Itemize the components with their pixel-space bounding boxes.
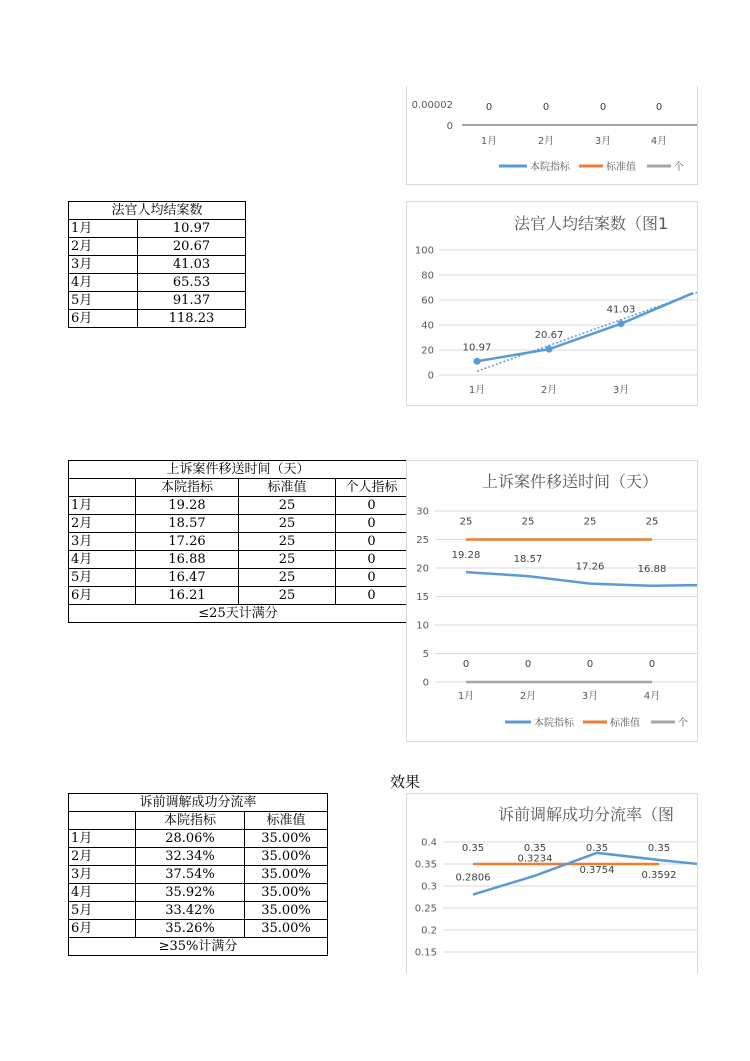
y-tick: 0.2 bbox=[421, 925, 437, 937]
y-tick: 20 bbox=[421, 345, 434, 357]
value-cell: 20.67 bbox=[138, 238, 246, 256]
value-cell: 91.37 bbox=[138, 292, 246, 310]
mediation-rate-chart bbox=[406, 793, 698, 974]
value-cell: 35.92% bbox=[136, 884, 245, 902]
value-cell: 0 bbox=[336, 569, 408, 587]
effect-label: 效果 bbox=[390, 773, 421, 791]
data-point bbox=[546, 346, 553, 353]
month-cell: 6月 bbox=[69, 920, 136, 938]
top-chart bbox=[406, 86, 698, 185]
month-cell: 5月 bbox=[69, 292, 138, 310]
y-tick: 10 bbox=[416, 620, 429, 632]
y-tick: 5 bbox=[422, 649, 429, 660]
table-title: 上诉案件移送时间（天） bbox=[69, 461, 408, 479]
data-label: 17.26 bbox=[575, 561, 605, 573]
month-cell: 5月 bbox=[69, 902, 136, 920]
y-tick: 20 bbox=[416, 563, 429, 575]
empty-header-cell bbox=[69, 812, 136, 830]
top-chart-svg bbox=[407, 86, 697, 184]
table-row bbox=[69, 848, 328, 866]
data-label: 0.35 bbox=[523, 843, 547, 854]
data-label: 0 bbox=[462, 659, 470, 670]
month-cell: 4月 bbox=[69, 884, 136, 902]
value-cell: 25 bbox=[239, 569, 336, 587]
legend-label: 本院指标 bbox=[530, 162, 570, 173]
month-cell: 3月 bbox=[69, 533, 136, 551]
table-row bbox=[69, 274, 246, 292]
value-cell: 28.06% bbox=[136, 830, 245, 848]
month-cell: 3月 bbox=[69, 256, 138, 274]
mediation-rate-chart-svg bbox=[407, 794, 697, 974]
table-row bbox=[69, 920, 328, 938]
data-label: 10.97 bbox=[462, 342, 492, 354]
y-tick: 80 bbox=[421, 270, 434, 282]
y-tick: 60 bbox=[421, 295, 434, 307]
month-cell: 2月 bbox=[69, 238, 138, 256]
month-cell: 1月 bbox=[69, 220, 138, 238]
legend-label: 标准值 bbox=[610, 718, 640, 729]
table-row bbox=[69, 569, 408, 587]
month-cell: 3月 bbox=[69, 866, 136, 884]
value-cell: 41.03 bbox=[138, 256, 246, 274]
value-cell: 37.54% bbox=[136, 866, 245, 884]
appeal-time-chart-svg bbox=[407, 461, 697, 741]
y-tick: 0.00002 bbox=[411, 100, 453, 111]
month-cell: 2月 bbox=[69, 848, 136, 866]
table-row bbox=[69, 292, 246, 310]
y-tick: 0 bbox=[446, 121, 453, 132]
series-line bbox=[477, 293, 693, 361]
y-tick: 0.35 bbox=[414, 859, 437, 871]
value-cell: 35.00% bbox=[245, 866, 328, 884]
data-label: 0 bbox=[524, 659, 532, 670]
value-cell: 32.34% bbox=[136, 848, 245, 866]
data-label: 16.88 bbox=[637, 563, 667, 575]
data-label: 0.3234 bbox=[517, 853, 553, 865]
value-cell: 19.28 bbox=[136, 497, 239, 515]
table-row bbox=[69, 884, 328, 902]
value-cell: 0 bbox=[336, 515, 408, 533]
y-tick: 40 bbox=[421, 320, 434, 332]
table-footer-note: ≥35%计满分 bbox=[69, 938, 328, 956]
table-title: 法官人均结案数 bbox=[69, 202, 246, 220]
legend-label: 本院指标 bbox=[534, 718, 574, 729]
table-row bbox=[69, 238, 246, 256]
y-tick: 25 bbox=[416, 535, 429, 546]
value-cell: 16.88 bbox=[136, 551, 239, 569]
value-cell: 0 bbox=[336, 497, 408, 515]
value-cell: 33.42% bbox=[136, 902, 245, 920]
chart-title: 上诉案件移送时间（天） bbox=[482, 472, 659, 491]
data-label: 0 bbox=[648, 659, 656, 670]
table-row bbox=[69, 256, 246, 274]
month-cell: 1月 bbox=[69, 497, 136, 515]
table-title: 诉前调解成功分流率 bbox=[69, 794, 328, 812]
table-row bbox=[69, 551, 408, 569]
value-cell: 0 bbox=[336, 551, 408, 569]
y-tick: 0.3 bbox=[421, 881, 437, 893]
value-cell: 65.53 bbox=[138, 274, 246, 292]
data-label: 0 bbox=[485, 102, 493, 113]
judge-cases-table bbox=[68, 201, 246, 328]
appeal-time-table bbox=[68, 460, 408, 623]
data-label: 41.03 bbox=[606, 304, 636, 316]
x-tick: 2月 bbox=[540, 385, 558, 396]
column-header: 本院指标 bbox=[136, 479, 239, 497]
value-cell: 118.23 bbox=[138, 310, 246, 328]
table-row bbox=[69, 533, 408, 551]
value-cell: 10.97 bbox=[138, 220, 246, 238]
column-header: 标准值 bbox=[239, 479, 336, 497]
month-cell: 4月 bbox=[69, 551, 136, 569]
data-label: 0 bbox=[599, 102, 607, 113]
value-cell: 35.00% bbox=[245, 884, 328, 902]
table-row bbox=[69, 310, 246, 328]
chart-title: 法官人均结案数（图1 bbox=[514, 214, 669, 233]
table-footer-note: ≤25天计满分 bbox=[69, 605, 408, 623]
value-cell: 35.00% bbox=[245, 830, 328, 848]
column-header: 标准值 bbox=[245, 812, 328, 830]
month-cell: 6月 bbox=[69, 310, 138, 328]
data-point bbox=[618, 320, 625, 327]
x-tick: 1月 bbox=[480, 136, 498, 147]
value-cell: 35.26% bbox=[136, 920, 245, 938]
value-cell: 18.57 bbox=[136, 515, 239, 533]
y-tick: 30 bbox=[416, 506, 429, 518]
month-cell: 1月 bbox=[69, 830, 136, 848]
value-cell: 35.00% bbox=[245, 848, 328, 866]
y-tick: 0 bbox=[422, 677, 429, 689]
value-cell: 25 bbox=[239, 533, 336, 551]
x-tick: 1月 bbox=[468, 385, 486, 396]
x-tick: 3月 bbox=[594, 136, 612, 147]
data-label: 0.3592 bbox=[641, 869, 677, 881]
y-tick: 0 bbox=[427, 370, 434, 382]
data-label: 25 bbox=[521, 516, 535, 528]
x-tick: 3月 bbox=[581, 691, 599, 702]
table-row bbox=[69, 220, 246, 238]
x-tick: 2月 bbox=[519, 691, 537, 702]
data-label: 0.35 bbox=[461, 843, 485, 854]
empty-header-cell bbox=[69, 479, 136, 497]
table-row bbox=[69, 902, 328, 920]
y-tick: 0.25 bbox=[414, 903, 437, 915]
y-tick: 15 bbox=[416, 592, 429, 603]
data-label: 0.35 bbox=[647, 843, 671, 854]
data-label: 0.2806 bbox=[455, 872, 491, 884]
month-cell: 4月 bbox=[69, 274, 138, 292]
table-row bbox=[69, 497, 408, 515]
value-cell: 35.00% bbox=[245, 902, 328, 920]
data-point bbox=[474, 358, 481, 365]
value-cell: 25 bbox=[239, 515, 336, 533]
legend-label: 标准值 bbox=[606, 162, 636, 173]
data-label: 0.3754 bbox=[579, 864, 615, 876]
column-header: 本院指标 bbox=[136, 812, 245, 830]
value-cell: 25 bbox=[239, 587, 336, 605]
data-label: 25 bbox=[459, 516, 473, 528]
table-row bbox=[69, 830, 328, 848]
month-cell: 6月 bbox=[69, 587, 136, 605]
judge-cases-chart bbox=[406, 201, 698, 406]
data-label: 0 bbox=[542, 102, 550, 113]
value-cell: 16.21 bbox=[136, 587, 239, 605]
chart-title: 诉前调解成功分流率（图 bbox=[498, 805, 675, 824]
legend-label: 个 bbox=[678, 718, 688, 729]
value-cell: 0 bbox=[336, 587, 408, 605]
x-tick: 1月 bbox=[457, 691, 475, 702]
value-cell: 25 bbox=[239, 551, 336, 569]
month-cell: 5月 bbox=[69, 569, 136, 587]
data-label: 20.67 bbox=[534, 330, 564, 342]
column-header: 个人指标 bbox=[336, 479, 408, 497]
value-cell: 16.47 bbox=[136, 569, 239, 587]
judge-cases-chart-svg bbox=[407, 202, 697, 405]
x-tick: 4月 bbox=[650, 136, 668, 147]
data-label: 0.35 bbox=[585, 843, 609, 854]
y-tick: 100 bbox=[414, 245, 434, 257]
x-tick: 2月 bbox=[537, 136, 555, 147]
x-tick: 3月 bbox=[612, 385, 630, 396]
mediation-rate-table bbox=[68, 793, 328, 956]
data-label: 25 bbox=[583, 516, 597, 528]
value-cell: 25 bbox=[239, 497, 336, 515]
data-label: 0 bbox=[655, 102, 663, 113]
data-label: 0 bbox=[586, 659, 594, 670]
data-label: 25 bbox=[645, 516, 659, 528]
table-row bbox=[69, 515, 408, 533]
value-cell: 17.26 bbox=[136, 533, 239, 551]
month-cell: 2月 bbox=[69, 515, 136, 533]
legend-label: 个 bbox=[674, 162, 684, 173]
appeal-time-chart bbox=[406, 460, 698, 742]
data-label: 18.57 bbox=[513, 554, 543, 566]
x-tick: 4月 bbox=[643, 691, 661, 702]
value-cell: 0 bbox=[336, 533, 408, 551]
y-tick: 0.4 bbox=[421, 837, 437, 849]
table-row bbox=[69, 866, 328, 884]
table-row bbox=[69, 587, 408, 605]
data-label: 19.28 bbox=[451, 550, 481, 562]
value-cell: 35.00% bbox=[245, 920, 328, 938]
y-tick: 0.15 bbox=[414, 947, 437, 959]
